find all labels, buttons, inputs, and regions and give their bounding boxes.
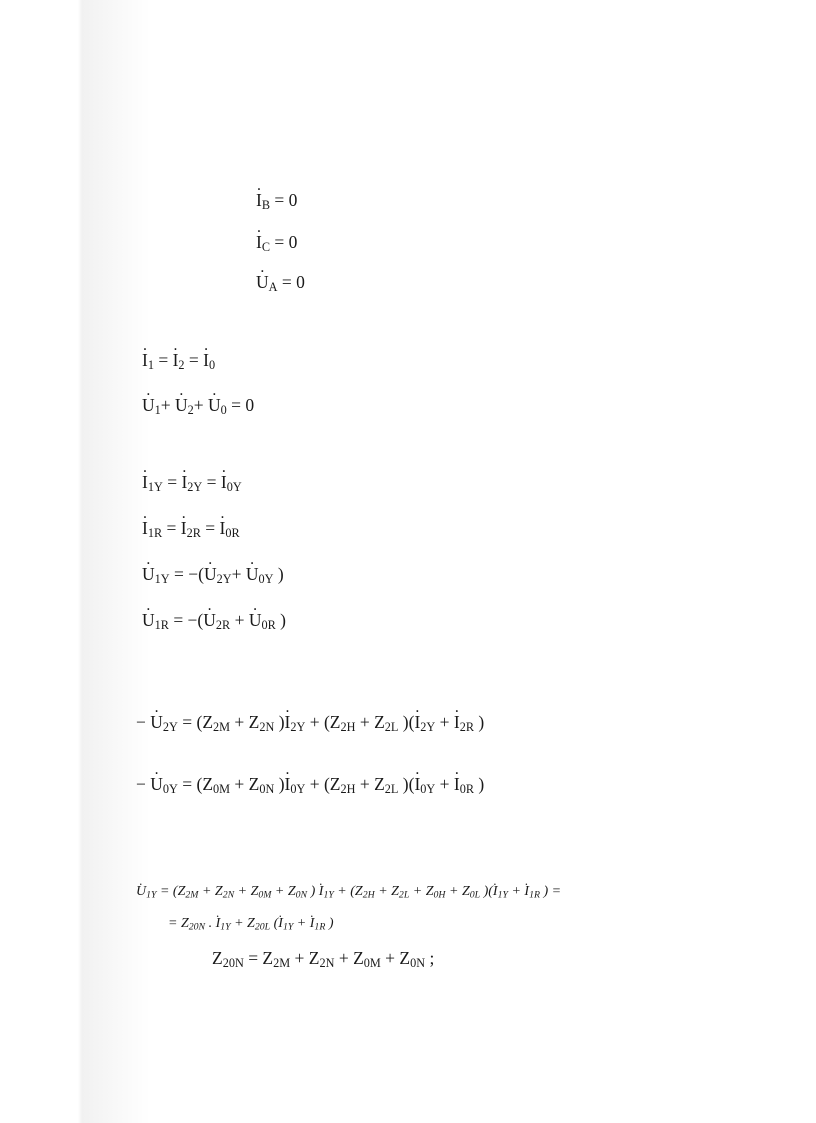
equation-4-8: . $U_{1R}$ = −(. $U_{2R}$ + . $U_{0R}$ ) — [142, 610, 286, 633]
equation-ua: . $U_A = 0$ — [256, 272, 305, 295]
equation-z20n-definition: $Z_{20N} = Z_{2M} + Z_{2N} + Z_{0M} + Z_{0N}$ ; — [212, 948, 435, 971]
equation-4-7: . $U_{1Y}$ = −(. $U_{2Y}+$ . $U_{0Y}$ ) — [142, 564, 284, 587]
equation-ib: . $I_B = 0$ — [256, 190, 297, 213]
equation-4-11-line2: = $Z_{20N}$ . . $I_{1Y} + Z_{20L}$ (. $I_{1Y}$ + . $I_{1R}$ ) — [168, 916, 333, 932]
scan-shadow — [0, 0, 150, 1123]
equation-4-10: − . $U_{0Y} = (Z_{0M} + Z_{0N}$ ). $I_{0Y} + (Z_{2H} + Z_{2L}$ )(. $I_{0Y}$ + . $I_{0R}$ ) — [136, 774, 484, 797]
equation-ic: . $I_C = 0$ — [256, 232, 297, 255]
equation-4-6: . $I_{1R}$ = . $I_{2R}$ = . $I_{0R}$ — [142, 518, 240, 541]
equation-current-components: . $I_1$ = . $I_2$ = . $I_0$ — [142, 350, 215, 373]
equation-4-11-line1: . $U_{1Y} = (Z_{2M} + Z_{2N} + Z_{0M} + Z_{0N}$ ) . $I_{1Y} + (Z_{2H} + Z_{2L} + Z_{0H} + Z_{0L}$ )(. $I_{1Y}$ + . $I_{1R}$ ) = — [136, 884, 561, 900]
equation-4-5: . $I_{1Y}$ = . $I_{2Y}$ = . $I_{0Y}$ — [142, 472, 242, 495]
equation-voltage-components: . $U_1+$ . $U_2+$ . $U_0 = 0$ — [142, 395, 254, 418]
equation-4-9: − . $U_{2Y} = (Z_{2M} + Z_{2N}$ ). $I_{2Y} + (Z_{2H} + Z_{2L}$ )(. $I_{2Y}$ + . $I_{2R}$ ) — [136, 712, 484, 735]
